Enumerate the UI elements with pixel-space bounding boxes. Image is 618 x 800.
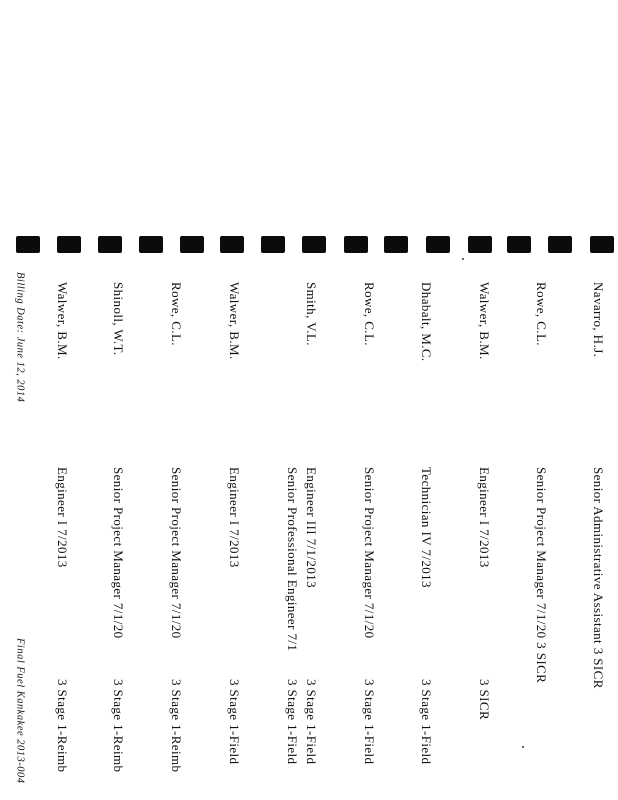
employee-name: Walwer, B.M. — [227, 282, 242, 360]
billing-stage: 3 Stage 1-Field — [285, 679, 300, 765]
employee-name: Dhabalt, M.C. — [419, 282, 434, 362]
employee-name: Walwer, B.M. — [55, 282, 70, 360]
redaction-bar — [180, 236, 204, 253]
employee-title: Technician IV 7/2013 — [419, 467, 434, 588]
employee-name: Shinoll, W.T. — [111, 282, 126, 356]
redaction-bar — [57, 236, 81, 253]
document-reference: Final Fuel Kankakee 2013-004 — [14, 638, 26, 784]
billing-stage: 3 Stage 1-Reimb — [169, 679, 184, 773]
billing-stage: 3 SICR — [477, 679, 492, 721]
redaction-bar — [468, 236, 492, 253]
redaction-bar — [98, 236, 122, 253]
redaction-bar — [16, 236, 40, 253]
employee-title: Engineer I 7/2013 — [477, 467, 492, 568]
employee-title: Senior Project Manager 7/1/20 3 SICR — [534, 467, 549, 684]
employee-name: Smith, V.L. — [304, 282, 319, 346]
scan-speck — [462, 258, 464, 260]
redaction-bar — [548, 236, 572, 253]
billing-stage: 3 Stage 1-Reimb — [55, 679, 70, 773]
redaction-bar — [590, 236, 614, 253]
billing-stage: 3 Stage 1-Field — [227, 679, 242, 765]
employee-title: Engineer I 7/2013 — [227, 467, 242, 568]
employee-title: Engineer III 7/1/2013 — [304, 467, 319, 589]
employee-name: Navarro, H.J. — [591, 282, 606, 358]
employee-title: Senior Project Manager 7/1/20 — [111, 467, 126, 639]
billing-stage: 3 Stage 1-Field — [362, 679, 377, 765]
employee-name: Rowe, C.L. — [362, 282, 377, 346]
employee-title: Senior Professional Engineer 7/1 — [285, 467, 300, 652]
redaction-bar — [384, 236, 408, 253]
billing-date: Billing Date: June 12, 2014 — [14, 272, 26, 403]
redaction-bar — [220, 236, 244, 253]
billing-stage: 3 Stage 1-Field — [419, 679, 434, 765]
redaction-bar — [302, 236, 326, 253]
scan-speck — [522, 746, 524, 748]
billing-stage: 3 Stage 1-Field — [304, 679, 319, 765]
billing-stage: 3 Stage 1-Reimb — [111, 679, 126, 773]
employee-name: Rowe, C.L. — [169, 282, 184, 346]
redaction-bar — [261, 236, 285, 253]
employee-title: Senior Project Manager 7/1/20 — [362, 467, 377, 639]
redaction-bar — [426, 236, 450, 253]
employee-name: Walwer, B.M. — [477, 282, 492, 360]
redaction-bar — [507, 236, 531, 253]
redaction-bar — [344, 236, 368, 253]
redaction-bar — [139, 236, 163, 253]
employee-title: Engineer I 7/2013 — [55, 467, 70, 568]
employee-name: Rowe, C.L. — [534, 282, 549, 346]
employee-title: Senior Project Manager 7/1/20 — [169, 467, 184, 639]
employee-title: Senior Administrative Assistant 3 SICR — [591, 467, 606, 689]
